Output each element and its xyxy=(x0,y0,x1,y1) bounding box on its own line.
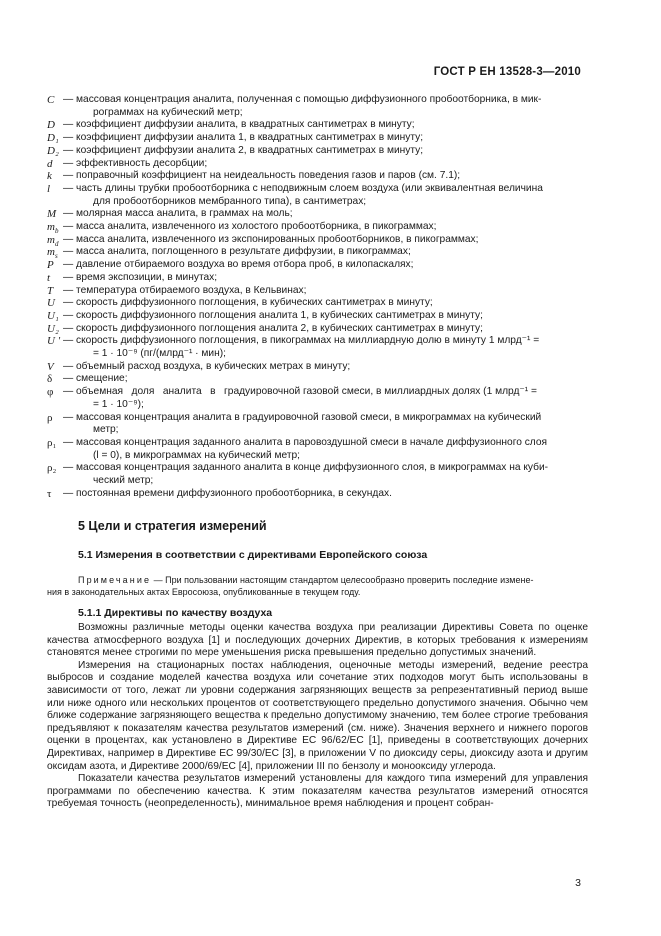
definition-text: — скорость диффузионного поглощения, в кубических сантиметрах в минуту; xyxy=(63,297,433,309)
definition-row xyxy=(47,158,587,171)
definition-symbol: d xyxy=(47,157,53,170)
definition-text: — объемная доля аналита в градуировочной газовой смеси, в миллиардных долях (1 млрд⁻¹ = xyxy=(63,386,537,398)
definition-row xyxy=(47,462,587,487)
definition-text: — эффективность десорбции; xyxy=(63,157,208,169)
definition-row xyxy=(47,119,587,132)
definition-symbol: D xyxy=(47,119,55,132)
section-5-heading: 5 Цели и стратегия измерений xyxy=(78,519,267,533)
definition-row xyxy=(47,246,587,259)
definition-text: — объемный расход воздуха, в кубических метрах в минуту; xyxy=(63,360,351,372)
definition-row xyxy=(47,183,587,208)
definition-symbol: V xyxy=(47,360,54,373)
definition-row xyxy=(47,234,587,247)
definition-symbol: t xyxy=(47,271,51,284)
definition-symbol: D₁ xyxy=(47,132,59,145)
definition-symbol: l xyxy=(47,182,51,195)
note-block xyxy=(47,574,588,598)
definition-text: — масса аналита, извлеченного из экспонированных пробоотборников, в пикограммах; xyxy=(63,233,479,245)
definition-symbol: T xyxy=(47,284,54,297)
definition-symbol: M xyxy=(47,208,57,221)
definition-text: — смещение; xyxy=(63,373,128,385)
definition-row xyxy=(47,132,587,145)
definition-text: — время экспозиции, в минутах; xyxy=(63,271,218,283)
definition-text-continued: для пробоотборников мембранного типа), в сантиметрах; xyxy=(93,195,367,207)
definition-row xyxy=(47,373,587,386)
definition-row xyxy=(47,310,587,323)
definition-symbol: C xyxy=(47,94,55,106)
definition-row xyxy=(47,488,587,501)
definition-row xyxy=(47,170,587,183)
definition-symbol: $m_s$ xyxy=(47,246,58,261)
definition-row xyxy=(47,323,587,336)
section-5-1-heading: 5.1 Измерения в соответствии с директивами Европейского союза xyxy=(78,549,428,561)
definition-text: — давление отбираемого воздуха во время отбора проб, в килопаскалях; xyxy=(63,259,414,271)
standard-header: ГОСТ Р ЕН 13528-3—2010 xyxy=(433,66,581,78)
definition-row xyxy=(47,297,587,310)
definition-text: — скорость диффузионного поглощения, в пикограммах на миллиардную долю в минуту 1 млрд⁻¹ = xyxy=(63,335,540,347)
definition-text: — постоянная времени диффузионного пробоотборника, в секундах. xyxy=(63,487,392,499)
definition-symbol: ρ₂ xyxy=(47,462,57,475)
definition-text: — масса аналита, извлеченного из холостого пробоотборника, в пикограммах; xyxy=(63,221,437,233)
definition-text: — скорость диффузионного поглощения аналита 2, в кубических сантиметрах в минуту; xyxy=(63,322,483,334)
definition-text: — массовая концентрация аналита в градуировочной газовой смеси, в микрограммах на кубический xyxy=(63,411,542,423)
definition-row xyxy=(47,259,587,272)
definition-row xyxy=(47,94,587,119)
definition-row xyxy=(47,272,587,285)
paragraph: Показатели качества результатов измерений установлены для каждого типа измерений для управления программами по обеспечению качества. К этим показателям качества результатов измерений относятся требуемая точность (неопределенность), минимальное время наблюдения и процент собран- xyxy=(47,773,588,810)
definition-text: — массовая концентрация заданного аналита в паровоздушной смеси в начале диффузионного слоя xyxy=(63,436,548,448)
definition-text-continued: рограммах на кубический метр; xyxy=(93,106,243,118)
definition-symbol: U₁ xyxy=(47,309,59,322)
definition-symbol: ρ₁ xyxy=(47,436,57,449)
note-text-line1: — При пользовании настоящим стандартом целесообразно проверить последние измене- xyxy=(151,575,534,585)
definition-row xyxy=(47,208,587,221)
definition-symbol: φ xyxy=(47,386,54,399)
definition-symbol: $m_b$ xyxy=(47,221,59,236)
definition-symbol: D₂ xyxy=(47,144,59,157)
definition-row xyxy=(47,437,587,462)
definition-text: — массовая концентрация заданного аналита в конце диффузионного слоя, в микрограммах на куби- xyxy=(63,462,549,474)
definition-symbol: δ xyxy=(47,373,53,386)
note-text-line2: ния в законодательных актах Евросоюза, опубликованные в текущем году. xyxy=(47,587,361,597)
definition-row xyxy=(47,335,587,360)
definition-symbol: ρ xyxy=(47,411,53,424)
definition-symbol: U₂ xyxy=(47,322,59,335)
definition-symbol: k xyxy=(47,170,52,183)
body-paragraphs xyxy=(47,622,588,811)
definition-row xyxy=(47,412,587,437)
definition-row xyxy=(47,145,587,158)
page-number: 3 xyxy=(575,877,581,889)
definition-row xyxy=(47,221,587,234)
definition-text-continued: (l = 0), в микрограммах на кубический метр; xyxy=(93,449,301,461)
definition-symbol: P xyxy=(47,259,54,272)
definition-text: — температура отбираемого воздуха, в Кельвинах; xyxy=(63,284,307,296)
definition-text: — массовая концентрация аналита, полученная с помощью диффузионного пробоотборника, в мик- xyxy=(63,94,542,105)
definition-text: — часть длины трубки пробоотборника с неподвижным слоем воздуха (или эквивалентная величина xyxy=(63,182,543,194)
definition-text-continued: = 1 · 10⁻⁹ (пг/(млрд⁻¹ · мин); xyxy=(93,348,226,360)
note-label: Примечание xyxy=(78,575,152,585)
paragraph: Возможны различные методы оценки качества воздуха при реализации Директивы Совета по оценке качества атмосферного воздуха [1] и последующих дочерних Директив, в которых требования к измерениям становятся менее строгими по мере уменьшения риска превышения предельно допустимых значений. xyxy=(47,622,588,659)
definition-text-continued: метр; xyxy=(93,424,119,436)
definition-text-continued: ческий метр; xyxy=(93,475,154,487)
definition-symbol: τ xyxy=(47,487,52,500)
definition-text-continued: = 1 · 10⁻⁹); xyxy=(93,398,144,410)
section-5-1-1-heading: 5.1.1 Директивы по качеству воздуха xyxy=(78,607,273,619)
definition-symbol: U xyxy=(47,297,55,310)
definition-row xyxy=(47,361,587,374)
definition-text: — молярная масса аналита, в граммах на моль; xyxy=(63,208,293,220)
definition-symbol: U ′ xyxy=(47,335,61,348)
paragraph: Измерения на стационарных постах наблюдения, оценочные методы измерений, ведение реестра выбросов и создание моделей качества воздуха или сочетание этих подходов могут быть использованы в зависимости от того, лежат ли уровни содержания загрязняющих веществ за репрезентативный период выше или ниже одного или нескольких процентов от соответствующего предельно допустимого значения. Обычно чем ближе содержание загрязняющего вещества к предельно допустимому значению, тем более строгие требования предъявляют к показателям качества результатов измерений (см. ниже). Значения верхнего и нижнего порогов оценки в процентах, как установлено в Директиве ЕС 96/62/ЕС [1], приведены в соответствующих дочерних Директивах, например в Директиве ЕС 99/30/ЕС [3], в приложении V по диоксиду серы, диоксиду азота и другим оксидам азота, и Директиве 2000/69/ЕС [4], приложении III по бензолу и монооксиду углерода. xyxy=(47,659,588,772)
definition-row xyxy=(47,285,587,298)
definition-text: — коэффициент диффузии аналита 1, в квадратных сантиметрах в минуту; xyxy=(63,132,424,144)
definition-text: — поправочный коэффициент на неидеальность поведения газов и паров (см. 7.1); xyxy=(63,170,461,182)
definition-symbol: $m_d$ xyxy=(47,233,59,248)
definition-row xyxy=(47,386,587,411)
definition-text: — масса аналита, поглощенного в результате диффузии, в пикограммах; xyxy=(63,246,411,258)
symbol-definitions-list xyxy=(47,94,587,501)
definition-text: — коэффициент диффузии аналита 2, в квадратных сантиметрах в минуту; xyxy=(63,144,424,156)
definition-text: — коэффициент диффузии аналита, в квадратных сантиметрах в минуту; xyxy=(63,119,415,131)
definition-text: — скорость диффузионного поглощения аналита 1, в кубических сантиметрах в минуту; xyxy=(63,309,483,321)
